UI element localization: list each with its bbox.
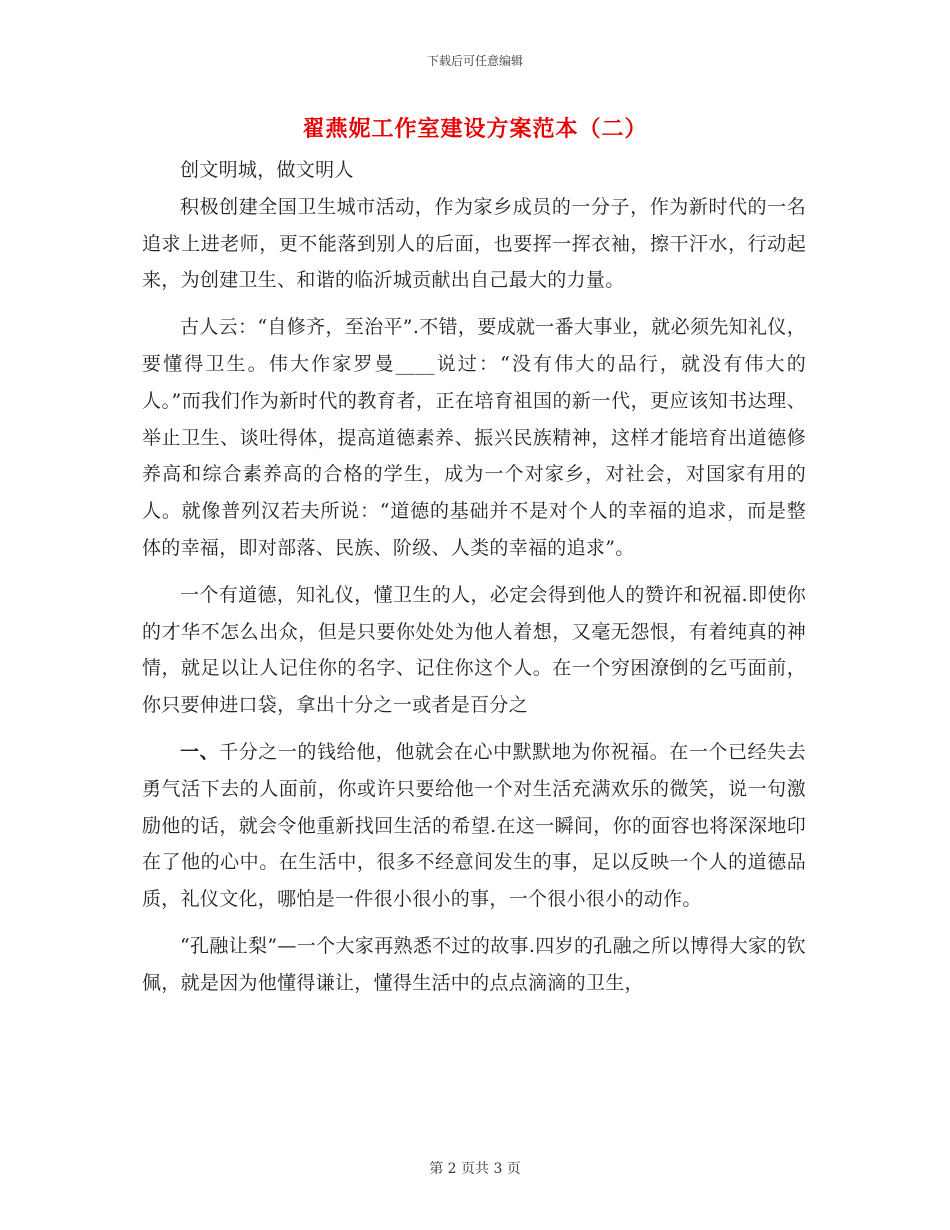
paragraph-subtitle: 创文明城，做文明人 [180,159,354,181]
paragraph-4-lead: 一、 [180,740,220,763]
paragraph-1: 积极创建全国卫生城市活动，作为家乡成员的一分子，作为新时代的一名追求上进老师，更不能落到别人的后面，也要挥一挥衣袖，擦干汗水，行动起来，为创建卫生、和谐的临沂城贡献出自己最大的力量。 [142,195,806,292]
document-title: 翟燕妮工作室建设方案范本（二） [302,116,648,142]
document-body [142,152,806,1002]
page-number: 第 2 页共 3 页 [429,1161,521,1177]
header-note: 下载后可任意编辑 [426,54,523,68]
page-footer [0,1158,950,1178]
paragraph-4-text: 千分之一的钱给他，他就会在心中默默地为你祝福。在一个已经失去勇气活下去的人面前，你或许只要给他一个对生活充满欢乐的微笑，说一句激励他的话，就会令他重新找回生活的希望.在这一瞬间，你的面容也将深深地印在了他的心中。在生活中，很多不经意间发生的事，足以反映一个人的道德品质，礼仪文化，哪怕是一件很小很小的事，一个很小很小的动作。 [142,740,806,911]
paragraph-4 [142,734,806,918]
paragraph-5: “孔融让梨”—一个大家再熟悉不过的故事.四岁的孔融之所以博得大家的钦佩，就是因为他懂得谦让，懂得生活中的点点滴滴的卫生， [142,934,806,994]
paragraph-3: 一个有道德，知礼仪，懂卫生的人，必定会得到他人的赞许和祝福.即使你的才华不怎么出众，但是只要你处处为他人着想，又毫无怨恨，有着纯真的神情，就足以让人记住你的名字、记住你这个人。在一个穷困潦倒的乞丐面前，你只要伸进口袋，拿出十分之一或者是百分之 [142,583,806,717]
paragraph-2: 古人云：“自修齐，至治平”.不错，要成就一番大事业，就必须先知礼仪，要懂得卫生。伟大作家罗曼____说过：“没有伟大的品行，就没有伟大的人。”而我们作为新时代的教育者，正在培育祖国的新一代，更应该知书达理、举止卫生、谈吐得体，提高道德素养、振兴民族精神，这样才能培育出道德修养高和综合素养高的合格的学生，成为一个对家乡，对社会，对国家有用的人。就像普列汉若夫所说：“道德的基础并不是对个人的幸福的追求，而是整体的幸福，即对部落、民族、阶级、人类的幸福的追求”。 [142,316,806,559]
page-header [0,52,950,69]
